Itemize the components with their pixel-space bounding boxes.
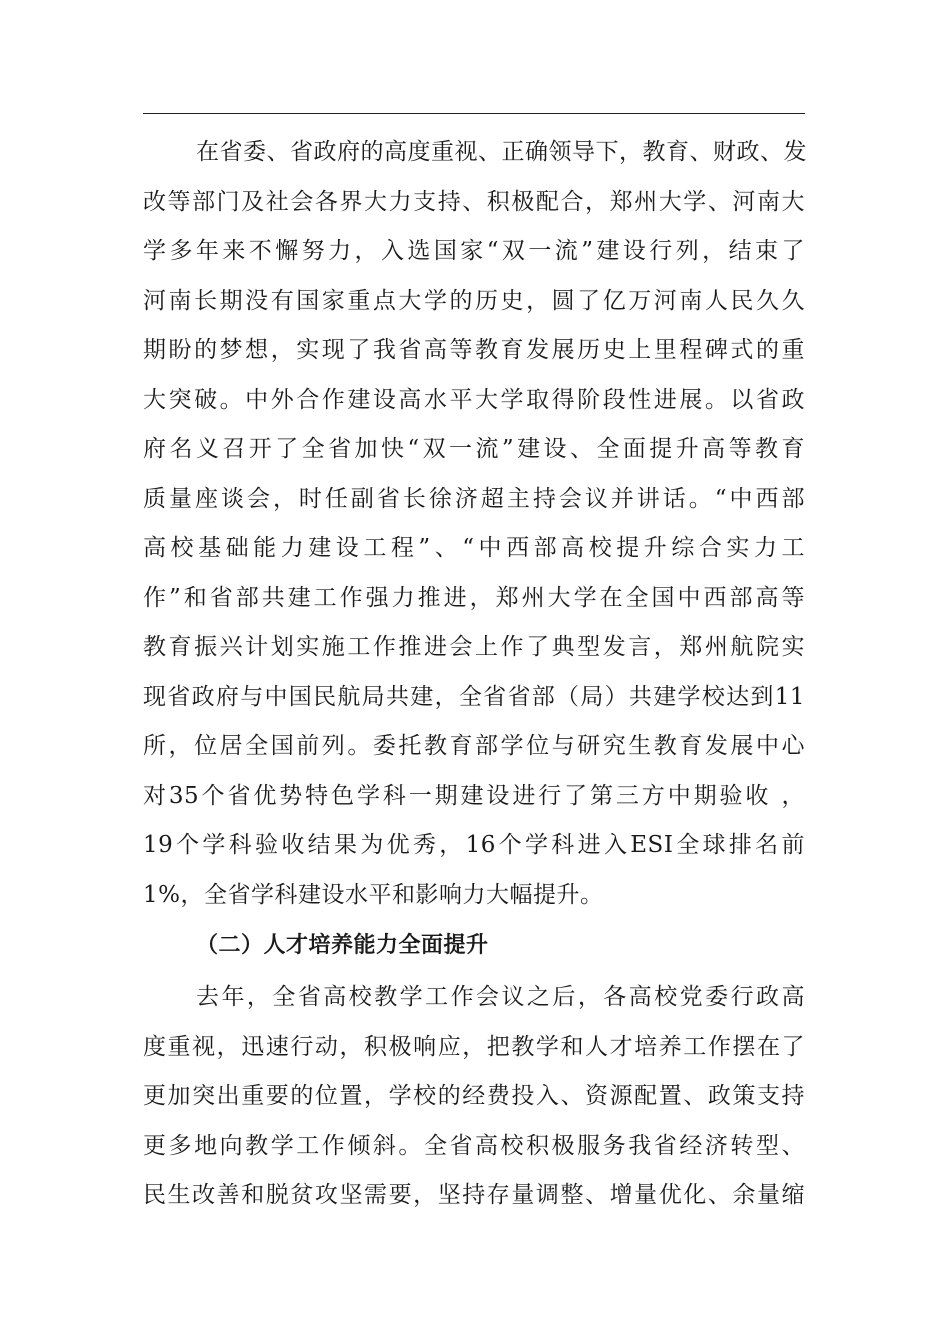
paragraph-line: 更加突出重要的位置，学校的经费投入、资源配置、政策支持 [143,1083,805,1109]
paragraph-line: 更多地向教学工作倾斜。全省高校积极服务我省经济转型、 [143,1133,805,1159]
paragraph-line: 现省政府与中国民航局共建，全省省部（局）共建学校达到11 [143,684,805,710]
section-heading: （二）人才培养能力全面提升 [196,933,489,958]
paragraph-line: 教育振兴计划实施工作推进会上作了典型发言，郑州航院实 [143,634,805,660]
paragraph-line: 大突破。中外合作建设高水平大学取得阶段性进展。以省政 [143,387,805,413]
paragraph-line: 高校基础能力建设工程”、“中西部高校提升综合实力工 [143,535,805,561]
paragraph-line: 1%，全省学科建设水平和影响力大幅提升。 [143,882,604,908]
paragraph-line: 在省委、省政府的高度重视、正确领导下，教育、财政、发 [196,139,807,165]
paragraph-line: 质量座谈会，时任副省长徐济超主持会议并讲话。“中西部 [143,486,805,512]
paragraph-line: 民生改善和脱贫攻坚需要，坚持存量调整、增量优化、余量缩 [143,1182,805,1208]
paragraph-line: 去年，全省高校教学工作会议之后，各高校党委行政高 [196,984,805,1010]
paragraph-line: 所，位居全国前列。委托教育部学位与研究生教育发展中心 [143,733,805,759]
paragraph-line: 府名义召开了全省加快“双一流”建设、全面提升高等教育 [143,436,805,462]
paragraph-line: 学多年来不懈努力，入选国家“双一流”建设行列，结束了 [143,238,805,264]
paragraph-line: 河南长期没有国家重点大学的历史，圆了亿万河南人民久久 [143,288,805,314]
paragraph-line: 作”和省部共建工作强力推进，郑州大学在全国中西部高等 [143,585,805,611]
paragraph-line: 期盼的梦想，实现了我省高等教育发展历史上里程碑式的重 [143,337,805,363]
header-rule [143,113,805,114]
paragraph-line: 改等部门及社会各界大力支持、积极配合，郑州大学、河南大 [143,189,805,215]
paragraph-line: 19个学科验收结果为优秀，16个学科进入ESI全球排名前 [143,832,805,858]
paragraph-line: 对35个省优势特色学科一期建设进行了第三方中期验收 ， [143,783,805,809]
paragraph-line: 度重视，迅速行动，积极响应，把教学和人才培养工作摆在了 [143,1034,805,1060]
